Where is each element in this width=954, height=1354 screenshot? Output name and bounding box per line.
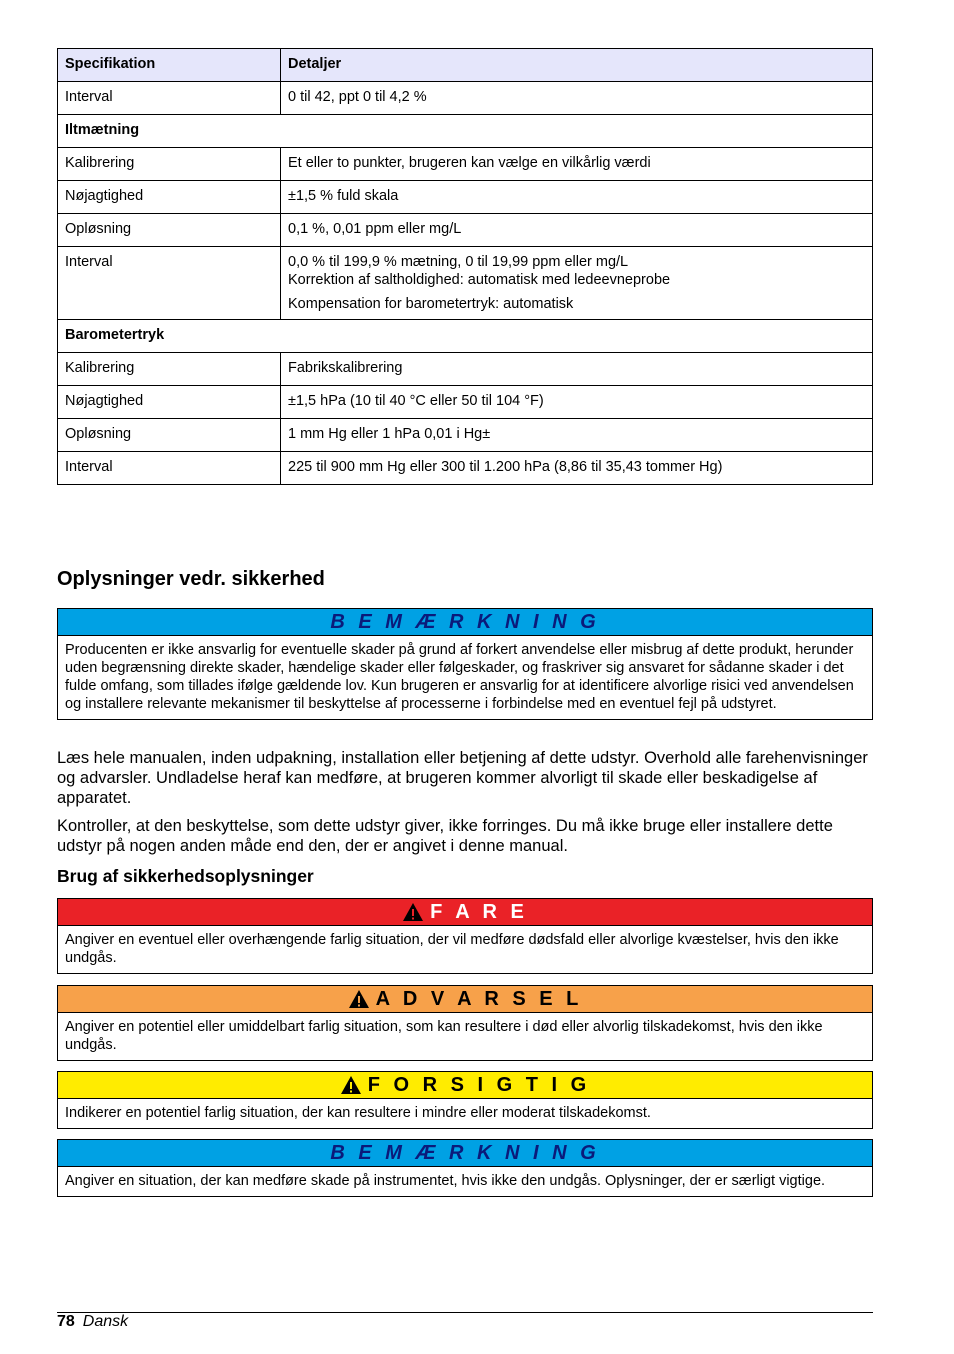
table-cell-detail (281, 247, 873, 320)
table-cell-detail-line: 1 mm Hg eller 1 hPa 0,01 i Hg± (288, 426, 491, 442)
table-cell-detail (281, 386, 873, 419)
table-cell-detail (281, 419, 873, 452)
table-row (58, 148, 873, 181)
table-row (58, 452, 873, 485)
table-cell-spec: Opløsning (58, 419, 281, 452)
table-section-label: Barometertryk (58, 320, 873, 353)
table-cell-detail-line: Fabrikskalibrering (288, 360, 403, 376)
table-row (58, 353, 873, 386)
table-cell-spec: Interval (58, 452, 281, 485)
notice-box-2 (57, 1139, 873, 1197)
caution-box (57, 1071, 873, 1129)
table-row (58, 247, 873, 320)
table-row (58, 419, 873, 452)
table-cell-detail-line: Kompensation for barometertryk: automatisk (288, 296, 574, 312)
table-cell-detail (281, 214, 873, 247)
table-cell-detail (281, 148, 873, 181)
notice-box (57, 608, 873, 720)
table-section-row (58, 320, 873, 353)
table-cell-spec: Kalibrering (58, 148, 281, 181)
danger-box (57, 898, 873, 974)
page-number: 78 (57, 1313, 75, 1330)
paragraph-read-manual: Læs hele manualen, inden udpakning, installation eller betjening af dette udstyr. Overhold alle farehenvisninger og advarsler. Undladelse heraf kan medføre, at brugeren kommer alvorligt til skade eller beskadigelse af apparatet. (57, 749, 868, 807)
table-cell-detail-line: ±1,5 hPa (10 til 40 °C eller 50 til 104 °F) (288, 393, 544, 409)
notice-header: B E M Æ R K N I N G (58, 609, 872, 636)
warning-triangle-icon (402, 902, 424, 922)
table-row (58, 214, 873, 247)
caution-text: Indikerer en potentiel farlig situation, der kan resultere i mindre eller moderat tilskadekomst. (65, 1105, 651, 1121)
table-section-label: Iltmætning (58, 115, 873, 148)
table-cell-detail-line: 0,0 % til 199,9 % mætning, 0 til 19,99 ppm eller mg/L (288, 254, 629, 270)
warning-triangle-icon (348, 989, 370, 1009)
danger-text: Angiver en eventuel eller overhængende farlig situation, der vil medføre dødsfald eller alvorlige kvæstelser, hvis den ikke undgås. (65, 932, 839, 966)
table-cell-detail-line: ±1,5 % fuld skala (288, 188, 399, 204)
table-cell-detail-line: Et eller to punkter, brugeren kan vælge en vilkårlig værdi (288, 155, 651, 171)
specification-table (57, 48, 873, 485)
table-cell-detail (281, 452, 873, 485)
table-row (58, 181, 873, 214)
warning-label: A D V A R S E L (375, 987, 583, 1010)
footer-language: Dansk (82, 1313, 129, 1330)
footer-divider (57, 1312, 873, 1313)
warning-triangle-icon (340, 1075, 362, 1095)
table-row (58, 386, 873, 419)
table-cell-spec: Kalibrering (58, 353, 281, 386)
table-cell-detail-line: Korrektion af saltholdighed: automatisk med ledeevneprobe (288, 272, 671, 288)
caution-header (58, 1072, 872, 1099)
table-row (58, 82, 873, 115)
caution-label: F O R S I G T I G (367, 1073, 591, 1096)
table-cell-spec: Interval (58, 82, 281, 115)
table-header-detail: Detaljer (281, 49, 873, 82)
table-cell-spec: Nøjagtighed (58, 181, 281, 214)
table-cell-detail (281, 353, 873, 386)
page-footer (57, 1313, 128, 1331)
table-section-row (58, 115, 873, 148)
table-cell-spec: Opløsning (58, 214, 281, 247)
paragraph-protection: Kontroller, at den beskyttelse, som dette udstyr giver, ikke forringes. Du må ikke bruge eller installere dette udstyr på nogen anden måde end den, der er angivet i denne manual. (57, 817, 833, 855)
table-cell-detail-line: 0 til 42, ppt 0 til 4,2 % (288, 89, 427, 105)
table-body (58, 82, 873, 485)
notice-header-2: B E M Æ R K N I N G (58, 1140, 872, 1167)
table-cell-detail-line: 225 til 900 mm Hg eller 300 til 1.200 hPa (8,86 til 35,43 tommer Hg) (288, 459, 723, 475)
table-header-spec: Specifikation (58, 49, 281, 82)
section-title: Oplysninger vedr. sikkerhed (57, 568, 325, 590)
danger-label: F A R E (430, 900, 528, 923)
notice-text-2: Angiver en situation, der kan medføre skade på instrumentet, hvis ikke den undgås. Oplysninger, der er særligt vigtige. (65, 1173, 826, 1189)
subsection-title: Brug af sikkerhedsoplysninger (57, 866, 314, 886)
table-cell-detail (281, 181, 873, 214)
table-cell-spec: Interval (58, 247, 281, 320)
table-cell-detail-line: 0,1 %, 0,01 ppm eller mg/L (288, 221, 462, 237)
table-cell-spec: Nøjagtighed (58, 386, 281, 419)
warning-box (57, 985, 873, 1061)
table-cell-detail (281, 82, 873, 115)
notice-text: Producenten er ikke ansvarlig for eventuelle skader på grund af forkert anvendelse eller misbrug af dette produkt, herunder uden begrænsning direkte skader, hændelige skader eller følgeskader, og fraskriver sig ansvaret for sådanne skader i det fulde omfang, som tillades ifølge gældende lov. Kun brugeren er ansvarlig for at identificere alvorlige risici ved anvendelsen og installere relevante mekanismer til beskyttelse af processerne i forbindelse med en eventuel fejl på udstyret. (65, 642, 854, 712)
danger-header (58, 899, 872, 926)
warning-text: Angiver en potentiel eller umiddelbart farlig situation, som kan resultere i død eller alvorlig tilskadekomst, hvis den ikke undgås. (65, 1019, 823, 1053)
warning-header (58, 986, 872, 1013)
